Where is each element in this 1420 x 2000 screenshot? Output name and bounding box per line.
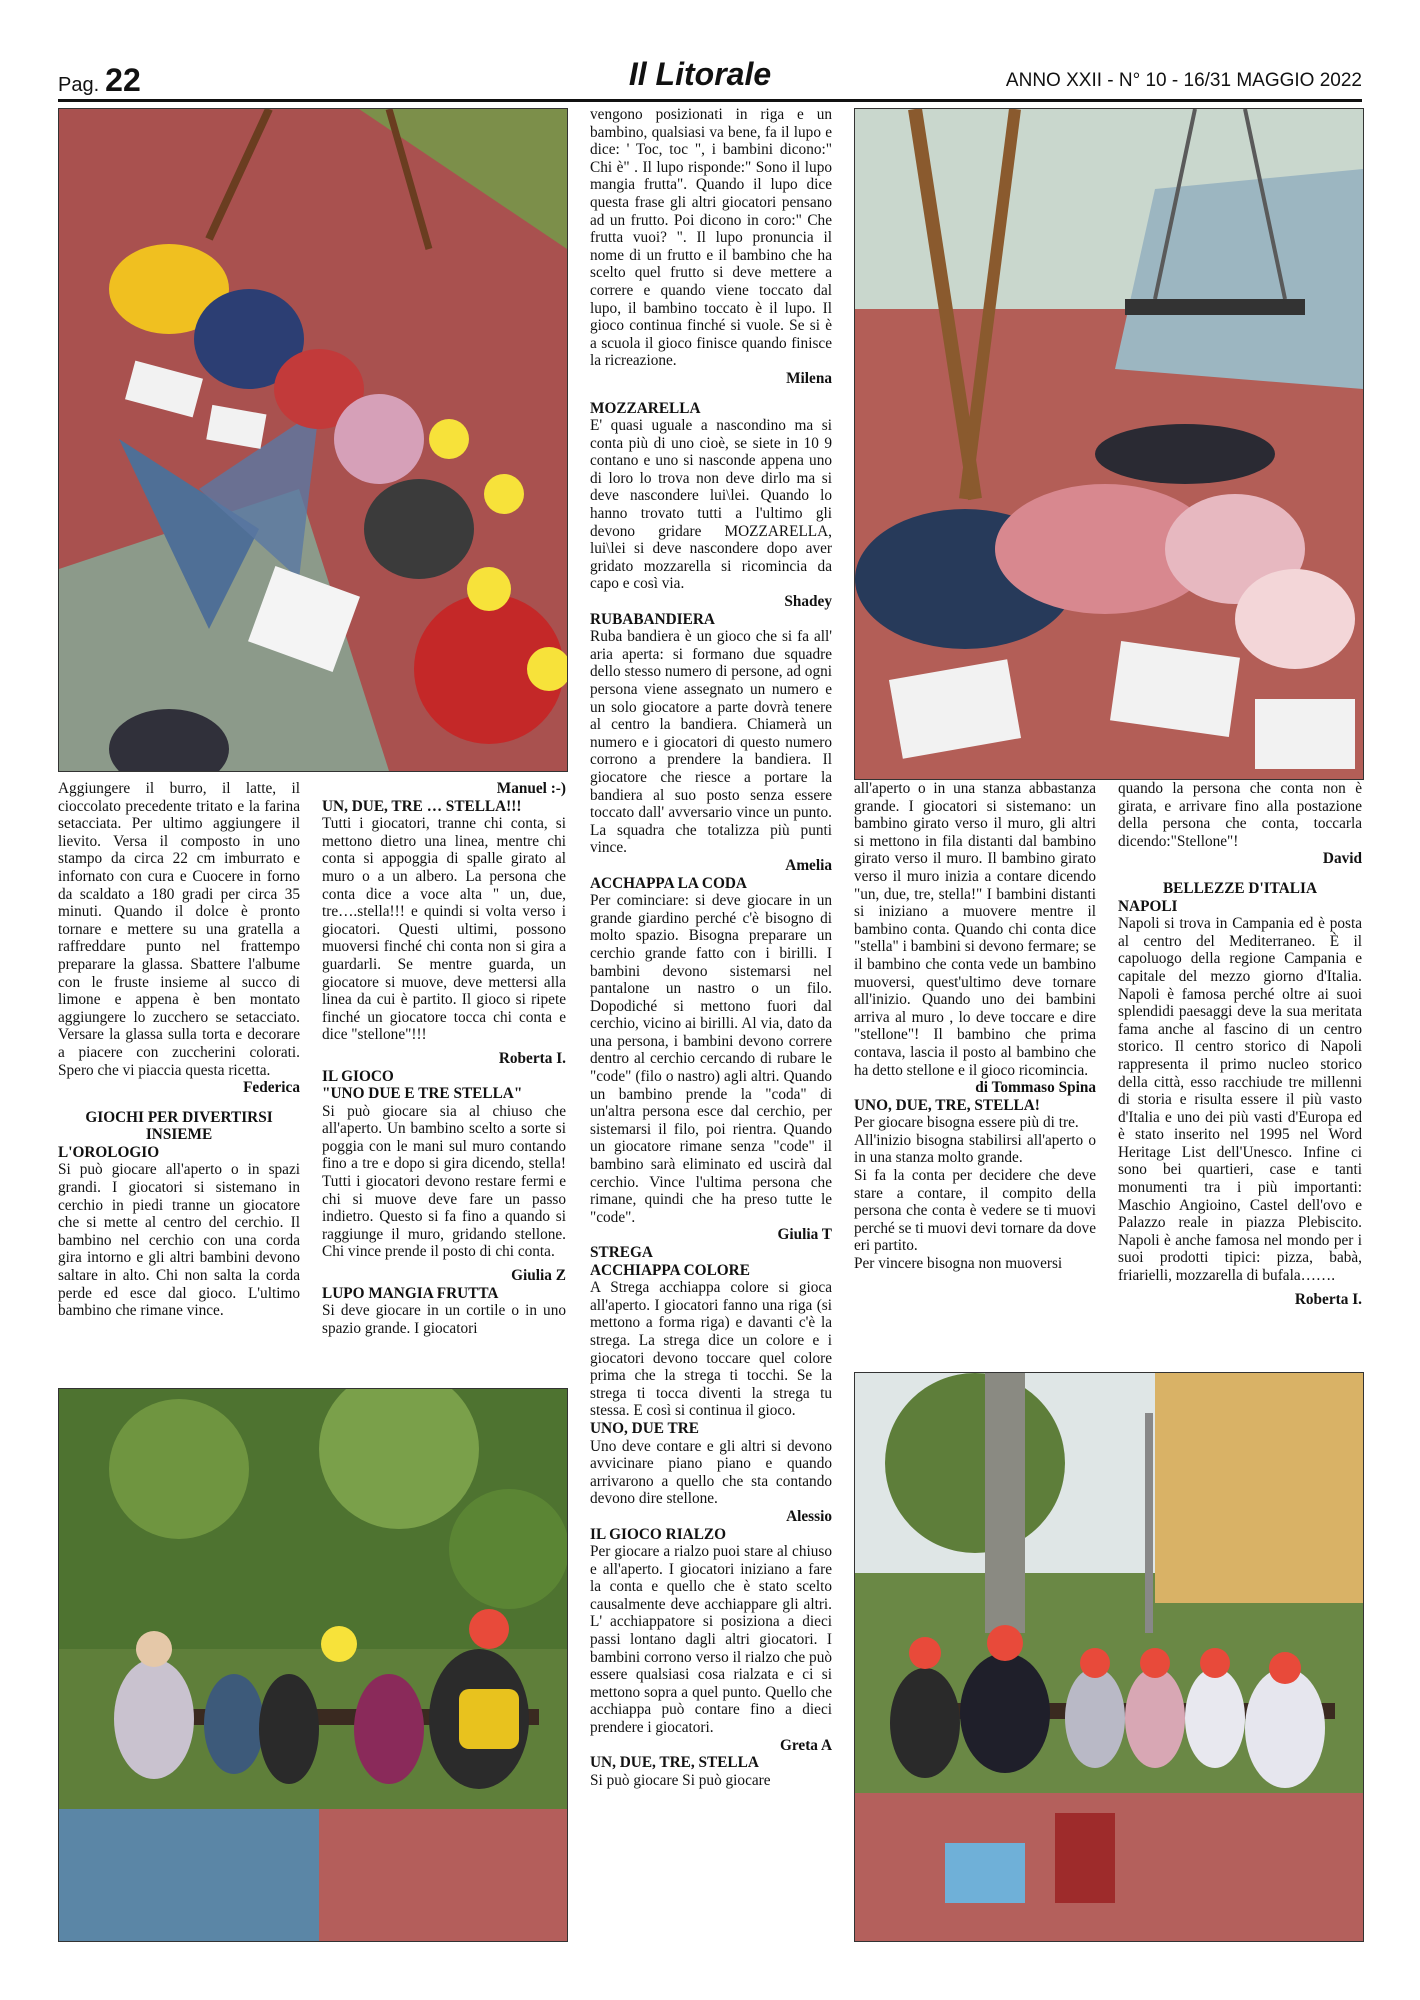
column-2 [322, 780, 566, 1337]
undue-title: UNO, DUE TRE [590, 1419, 699, 1437]
stella2-p2: All'inizio bisogna stabilirsi all'aperto o in una stanza molto grande. [854, 1131, 1096, 1167]
coda-author: Giulia T [777, 1226, 832, 1244]
stella2-title: UNO, DUE, TRE, STELLA! [854, 1096, 1040, 1114]
rubabandiera-title: RUBABANDIERA [590, 610, 715, 628]
strega-text: A Strega acchiappa colore si gioca all'aperto. I giocatori fanno una riga (si mettono a forma riga) e davanti c'è la strega. La strega dice un colore e i giocatori devono toccare quel colore prima che la strega ti tocchi. Se la strega ti tocca diventi la strega tu stessa. E così si continua il gioco. [590, 1279, 832, 1420]
lupo-author: Milena [786, 369, 832, 387]
gioco-author: Giulia Z [511, 1267, 566, 1285]
lupo-text: Si deve giocare in un cortile o in uno spazio grande. I giocatori [322, 1302, 566, 1337]
section-title: GIOCHI PER DIVERTIRSI INSIEME [85, 1108, 273, 1144]
stella-title: UN, DUE, TRE, STELLA [590, 1754, 759, 1772]
napoli-text: Napoli si trova in Campania ed è posta al centro del Mediterraneo. È il capoluogo della regione Campania e capitale del mezzo giorno d'Italia. Napoli è famosa perché oltre ai suoi splendidi paesaggi deve la sua meritata fama anche al fascino di un centro storico. Il centro storico di Napoli rappresenta il primo nucleo storico della città, esso racchiude tre millenni di storia e risulta essere il più vasto d'Italia e uno dei più vasti d'Europa ed è stato inserito nel 1995 nel Word Heritage List dell'Unesco. Infine ci sono bei quartieri, case e tanti monumenti tra i più importanti: Maschio Angioino, Castel dell'ovo e Palazzo reale in piazza Plebiscito. Napoli è anche famosa nel mondo per i suoi prodotti tipici: pizza, babà, friarielli, mozzarella di bufala……. [1118, 915, 1362, 1285]
napoli-author: Roberta I. [1294, 1290, 1362, 1308]
issue-info: ANNO XXII - N° 10 - 16/31 MAGGIO 2022 [1005, 70, 1362, 91]
column-5 [1118, 780, 1362, 1308]
mozzarella-author: Shadey [784, 593, 832, 611]
lupo-continued: vengono posizionati in riga e un bambino, qualsiasi va bene, fa il lupo e dice: ' Toc, toc ", i bambini dicono:" Chi è" . Il lupo risponde:" Sono il lupo mangia frutta". Quando il lupo dice questa frase gli altri giocatori pensano ad un frutto. Poi dicono in coro:" Che frutta vuoi? ". Il lupo pronuncia il nome di un frutto e il bambino che ha scelto quel frutto si deve mettere a correre e quando viene toccato dal lupo, il bambino toccato è il lupo. Il gioco continua finché si vuole. Se si è a scuola il gioco finisce quando finisce la ricreazione. [590, 106, 832, 370]
strega-title: STREGA [590, 1244, 653, 1261]
column-3 [590, 106, 832, 1789]
photo-children-lying [854, 108, 1364, 780]
lupo-title: LUPO MANGIA FRUTTA [322, 1284, 499, 1302]
stella2-p4: Per vincere bisogna non muoversi [854, 1255, 1063, 1273]
recipe-author: Federica [243, 1079, 300, 1097]
unduetre-text: Tutti i giocatori, tranne chi conta, si mettono dietro una linea, mentre chi conta si appoggia di spalle girato al muro o a un albero. La persona che conta dice a voce alta " un, due, tre….stella!!! e quindi si volta verso i giocatori. Questi ultimi, possono muoversi finché chi conta non si gira a guardarli. Se mentre guarda, un giocatore si muove, deve mettersi alla linea da cui è partito. Il gioco si ripete finché un giocatore tocca chi conta e dice "stellone"!!! [322, 815, 566, 1044]
author-manuel: Manuel :-) [496, 780, 566, 797]
gioco-text: Si può giocare sia al chiuso che all'aperto. Un bambino scelto a sorte si poggia con le mani sul muro contando fino a tre e dopo si gira dicendo, stella! Tutti i giocatori devono restare fermi e chi si muove deve fare un passo indietro. Questo si fa fino a quando si raggiunge il muro, gridando stellone. Chi vince prende il posto di chi conta. [322, 1102, 566, 1261]
stella-continued: all'aperto o in una stanza abbastanza grande. I giocatori si sistemano: un bambino girato verso il muro, gli altri si mettono in fila distanti dal bambino girato verso il muro. Il bambino girato verso il muro inizia a contare dicendo "un, due, tre, stella!" I bambini distanti si iniziano a muovere mentre il bambino conta. Quando chi conta dice "stella" i bambini si devono fermare; se il bambino che conta vede un bambino muoversi, quest'ultimo deve tornare all'inizio. Quando uno dei bambini arriva al muro , lo deve toccare e dire "stellone"! Il bambino che prima contava, lascia il posto al bambino che ha detto stellone e il gioco ricomincia. [854, 780, 1096, 1079]
gioco-title: IL GIOCO [322, 1067, 394, 1085]
david-continued: quando la persona che conta non è girata, e arrivare fino alla postazione della persona che conta, toccarla dicendo:"Stellone"! [1118, 780, 1362, 850]
stella-text: Si può giocare Si può giocare [590, 1771, 771, 1789]
orologio-title: L'OROLOGIO [58, 1143, 160, 1161]
header-rule [58, 99, 1362, 102]
photo-bench-left [58, 1388, 568, 1942]
newspaper-title: Il Litorale [628, 56, 772, 92]
rubabandiera-text: Ruba bandiera è un gioco che si fa all' aria aperta: si formano due squadre dello stesso numero di persone, ad ogni persona viene assegnato un numero e un solo giocatore a parte dovrà tenere al centro la bandiera. Chiamerà un numero e i giocatori di questo numero corrono a prendere la bandiera. Il giocatore che riesce a portare la bandiera al suo posto senza essere toccato dall' avversario vince un punto. La squadra che totalizza più punti vince. [590, 628, 832, 857]
photo-bench-right [854, 1372, 1364, 1942]
rialzo-author: Greta A [780, 1736, 832, 1754]
unduetre-author: Roberta I. [498, 1049, 566, 1067]
page-number-label [58, 62, 141, 99]
column-1 [58, 780, 300, 1320]
david-author: David [1322, 850, 1362, 868]
mozzarella-title: MOZZARELLA [590, 399, 701, 417]
column-4 [854, 780, 1096, 1273]
page-number: 22 [105, 62, 141, 98]
undue-author: Alessio [786, 1507, 832, 1525]
rubabandiera-author: Amelia [785, 856, 832, 874]
undue-text: Uno deve contare e gli altri si devono avvicinare piano piano e quando arrivarono a quello che sta contando devono dire stellone. [590, 1437, 832, 1508]
strega-subtitle: ACCHIAPPA COLORE [590, 1261, 750, 1279]
tommaso-author: di Tommaso Spina [975, 1079, 1096, 1097]
rialzo-title: IL GIOCO RIALZO [590, 1525, 727, 1543]
unduetre-title: UN, DUE, TRE … STELLA!!! [322, 797, 522, 815]
orologio-text: Si può giocare all'aperto o in spazi grandi. I giocatori si sistemano in cerchio in piedi tranne un giocatore che si mette al centro del cerchio. Il bambino nel cerchio con una corda gira intorno e gli altri bambini devono saltare in alto. Chi non salta la corda perde ed esce dal gioco. L'ultimo bambino che rimane vince. [58, 1161, 300, 1320]
page-label: Pag. [58, 74, 100, 96]
napoli-title: NAPOLI [1118, 897, 1178, 915]
recipe-text: Aggiungere il burro, il latte, il cioccolato precedente tritato e la farina setacciata. Per ultimo aggiungere il lievito. Versa il composto in uno stampo da circa 22 cm imburrato e infornato con cura e Cuocere in forno da scaldato a 180 gradi per circa 35 minuti. Quando il dolce è pronto tornare e mettere su una gratella a raffreddare punto nel frattempo preparare la glassa. Sbattere l'albume con le fruste insieme al succo di limone e appena è ben montato aggiungere lo zucchero se setacciato. Versare la glassa sulla torta e decorare a piacere con zuccherini colorati. Spero che vi piaccia questa ricetta. [58, 780, 300, 1079]
gioco-subtitle: "UNO DUE E TRE STELLA" [322, 1085, 523, 1103]
stella2-p3: Si fa la conta per decidere che deve stare a contare, il compito della persona che conta è vedere se ti muovi perché se ti muovi devi tornare da dove eri partito. [854, 1167, 1096, 1255]
rialzo-text: Per giocare a rialzo puoi stare al chiuso e all'aperto. I giocatori iniziano a fare la conta e quello che è stato scelto causalmente deve acchiappare gli altri. L' acchiappatore si posiziona a dieci passi lontano dagli altri giocatori. I bambini corrono verso il rialzo che può essere qualsiasi cosa rialzata e ci si mettono sopra a quel punto. Quello che acchiappa può contare fino a dieci prendere i giocatori. [590, 1543, 832, 1737]
bellezze-title: BELLEZZE D'ITALIA [1162, 879, 1317, 897]
coda-text: Per cominciare: si deve giocare in un grande giardino perché c'è bisogno di molto spazio. Bisogna preparare un cerchio grande fatto con i birilli. I bambini devono sistemarsi nel pantalone un nastro o un filo. Dopodiché si mettono fuori dal cerchio, vicino ai birilli. Al via, dato da una persona, i bambini devono correre dentro al cerchio cercando di rubare le "code" (filo o nastro) agli altri. Quando un bambino prende la "coda" di un'altra persona esce dal cerchio, per sistemarsi il filo, poi rientra. Quando un giocatore rimane senza "code" il bambino sarà eliminato ed uscirà dal cerchio. Vince l'ultima persona che rimane, quindi che ha preso tutte le "code". [590, 892, 832, 1226]
photo-children-drawing [58, 108, 568, 772]
stella2-p1: Per giocare bisogna essere più di tre. [854, 1114, 1079, 1132]
mozzarella-text: E' quasi uguale a nascondino ma si conta più di uno cioè, se siete in 10 9 contano e uno si nasconde appena uno di loro lo trova non deve dirlo ma si deve nascondere lui\lei. Quando lo hanno trovato tutti a l'ultimo gli devono gridare MOZZARELLA, lui\lei si deve nascondere dopo aver gridato mozzarella si ricomincia da capo e così via. [590, 417, 832, 593]
coda-title: ACCHAPPA LA CODA [590, 874, 747, 892]
